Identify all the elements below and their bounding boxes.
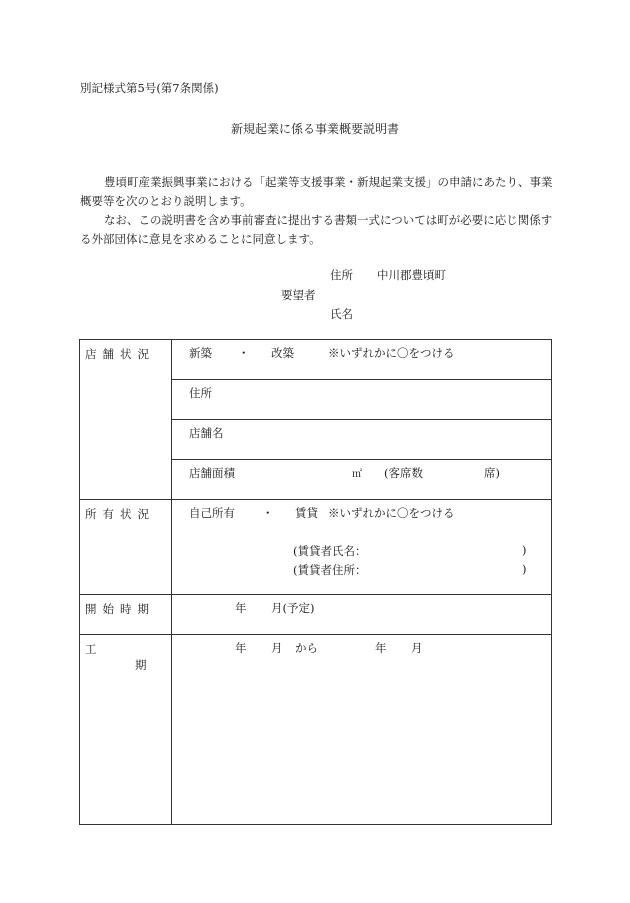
lessor-address-close: ) — [522, 562, 527, 576]
address-label: 住所 — [330, 268, 353, 282]
summary-table — [79, 339, 552, 825]
construction-label-a: 工 — [85, 642, 103, 656]
square-meter-unit: ㎡ — [352, 469, 362, 480]
renovation-option[interactable]: 改築 — [271, 346, 294, 360]
build-type-row — [172, 340, 551, 380]
row-construction — [80, 635, 552, 825]
start-period-label: 開始時期 — [85, 602, 155, 616]
lessor-address-label: (賃貸者住所： — [293, 563, 367, 577]
construction-start-year: 年 — [235, 641, 247, 655]
ownership-note: ※いずれかに〇をつける — [328, 506, 455, 520]
consent-paragraph: なお、この説明書を含め事前審査に提出する書類一式については町が必要に応じ関係する外部団体に意見を求めることに同意します。 — [80, 213, 553, 246]
construction-from: から — [295, 641, 318, 655]
self-owned-option[interactable]: 自己所有 — [189, 506, 235, 520]
address-value: 中川郡豊頃町 — [377, 268, 446, 282]
start-year-label: 年 — [235, 601, 247, 615]
row-start-period — [80, 595, 552, 635]
option-separator: ・ — [238, 346, 250, 360]
rental-option[interactable]: 賃貸 — [295, 506, 318, 520]
lessor-name-label: (賃貸者氏名： — [293, 544, 367, 558]
intro-paragraph: 豊頃町産業振興事業における「起業等支援事業・新規起業支援」の申請にあたり、事業概要等を次のとおり説明します。 — [80, 175, 553, 208]
ownership-header — [80, 500, 172, 595]
store-status-label: 店舗状況 — [85, 347, 155, 361]
construction-start-month: 月 — [271, 641, 283, 655]
construction-label-b: 期 — [135, 658, 153, 672]
new-build-option[interactable]: 新築 — [189, 346, 212, 360]
start-period-content[interactable] — [172, 595, 552, 635]
row-store-status — [80, 340, 552, 500]
store-name-row[interactable] — [172, 420, 551, 460]
store-address-row[interactable] — [172, 380, 551, 420]
construction-header — [80, 635, 172, 825]
form-number: 別記様式第5号(第7条関係) — [80, 81, 219, 95]
requester-label: 要望者 — [281, 288, 316, 302]
ownership-label: 所有状況 — [85, 507, 155, 521]
store-status-header — [80, 340, 172, 500]
start-period-cell — [172, 595, 551, 634]
ownership-content — [172, 500, 552, 595]
start-month-planned-label: 月(予定) — [271, 601, 315, 615]
construction-end-year: 年 — [375, 641, 387, 655]
ownership-separator: ・ — [262, 506, 274, 520]
seat-count-unit: 席) — [484, 466, 500, 480]
store-address-label: 住所 — [189, 386, 212, 400]
construction-end-month: 月 — [411, 641, 423, 655]
store-name-label: 店舗名 — [189, 426, 224, 440]
start-period-header — [80, 595, 172, 635]
document-title: 新規起業に係る事業概要説明書 — [230, 122, 399, 136]
seat-count-label: (客席数 — [384, 466, 423, 480]
construction-cell — [172, 635, 551, 824]
store-status-content — [172, 340, 552, 500]
circle-instruction-note: ※いずれかに〇をつける — [328, 346, 455, 360]
lessor-name-close: ) — [522, 543, 527, 557]
floor-area-label: 店舗面積 — [189, 466, 235, 480]
name-label: 氏名 — [330, 307, 353, 321]
construction-content[interactable] — [172, 635, 552, 825]
row-ownership — [80, 500, 552, 595]
ownership-cell — [172, 500, 551, 594]
floor-area-row[interactable] — [172, 460, 551, 499]
